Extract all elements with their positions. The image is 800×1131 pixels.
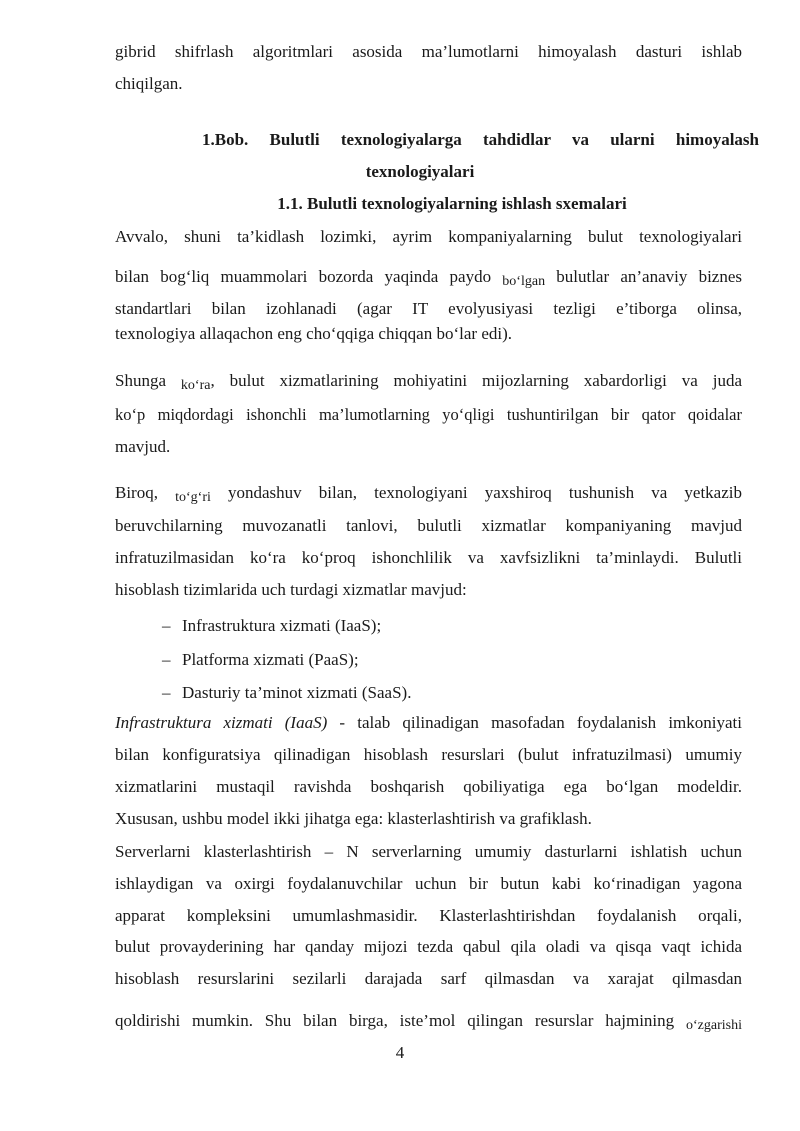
text-span: yondashuv bilan, texnologiyani yaxshiroq tushunish va yetkazib — [210, 483, 742, 502]
dash-marker: – — [162, 683, 171, 702]
text-line: chiqilgan. — [115, 74, 183, 93]
list-item-text: Infrastruktura xizmati (IaaS); — [182, 616, 382, 635]
list-item — [162, 650, 359, 670]
text-line: texnologiya allaqachon eng cho‘qqiga chiqqan bo‘lar edi). — [115, 324, 512, 343]
text-line: apparat kompleksini umumlashmasidir. Klasterlashtirishdan foydalanish orqali, — [115, 906, 742, 925]
chapter-heading-cont: texnologiyalari — [365, 162, 475, 181]
text-span: qoldirishi mumkin. Shu bilan birga, iste’mol qilingan resurslar hajmining — [115, 1011, 687, 1030]
list-item-text: Platforma xizmati (PaaS); — [182, 650, 359, 669]
text-line: beruvchilarning muvozanatli tanlovi, bulutli xizmatlar kompaniyaning mavjud — [115, 516, 742, 535]
text-line — [115, 1011, 742, 1033]
text-line: Serverlarni klasterlashtirish – N serverlarning umumiy dasturlarni ishlatish uchun — [115, 842, 742, 861]
chapter-heading: 1.Bob. Bulutli texnologiyalarga tahdidlar va ularni himoyalash — [202, 130, 759, 149]
text-line — [115, 713, 742, 733]
section-heading: 1.1. Bulutli texnologiyalarning ishlash sxemalari — [277, 194, 627, 213]
text-line — [115, 267, 742, 289]
text-line: xizmatlarini mustaqil ravishda boshqarish qobiliyatiga ega bo‘lgan modeldir. — [115, 777, 742, 796]
text-span: , bulut xizmatlarining mohiyatini mijozlarning xabardorligi va juda — [210, 371, 742, 390]
text-line — [115, 483, 742, 505]
text-line: bulut provayderining har qanday mijozi tezda qabul qila oladi va qisqa vaqt ichida — [115, 937, 742, 956]
text-span: - talab qilinadigan masofadan foydalanish imkoniyati — [327, 713, 742, 732]
text-line: Xususan, ushbu model ikki jihatga ega: klasterlashtirish va grafiklash. — [115, 809, 592, 828]
text-line: infratuzilmasidan ko‘ra ko‘proq ishonchlilik va xavfsizlikni ta’minlaydi. Bulutli — [115, 548, 742, 567]
text-span: Shunga — [115, 371, 181, 390]
text-line: gibrid shifrlash algoritmlari asosida ma’lumotlarni himoyalash dasturi ishlab — [115, 42, 742, 61]
text-line: hisoblash resurslarini sezilarli darajada sarf qilmasdan va xarajat qilmasdan — [115, 969, 742, 988]
text-line: ko‘p miqdordagi ishonchli ma’lumotlarning yo‘qligi tushuntirilgan bir qator qoidalar — [115, 405, 742, 424]
list-item — [162, 616, 381, 636]
text-line: bilan konfiguratsiya qilinadigan hisoblash resurslari (bulut infratuzilmasi) umumiy — [115, 745, 742, 764]
text-span-small: to‘g‘ri — [175, 490, 211, 505]
page-number: 4 — [395, 1043, 405, 1062]
text-span: Biroq, — [115, 483, 176, 502]
list-item-text: Dasturiy ta’minot xizmati (SaaS). — [182, 683, 412, 702]
term-italic: Infrastruktura xizmati (IaaS) — [115, 713, 328, 732]
text-line: ishlaydigan va oxirgi foydalanuvchilar uchun bir butun kabi ko‘rinadigan yagona — [115, 874, 742, 893]
text-span: bulutlar an’anaviy biznes — [545, 267, 742, 286]
text-line: hisoblash tizimlarida uch turdagi xizmatlar mavjud: — [115, 580, 467, 599]
text-line: standartlari bilan izohlanadi (agar IT evolyusiyasi tezligi e’tiborga olinsa, — [115, 299, 742, 318]
text-span: bilan bog‘liq muammolari bozorda yaqinda paydo — [115, 267, 503, 286]
list-item — [162, 683, 411, 703]
text-line — [115, 371, 742, 393]
text-line: Avvalo, shuni ta’kidlash lozimki, ayrim kompaniyalarning bulut texnologiyalari — [115, 227, 742, 246]
dash-marker: – — [162, 650, 171, 669]
text-span-small: o‘zgarishi — [686, 1018, 742, 1033]
text-span-small: ko‘ra — [180, 378, 211, 393]
text-span-small: bo‘lgan — [502, 274, 546, 289]
text-line: mavjud. — [115, 437, 171, 456]
dash-marker: – — [162, 616, 171, 635]
